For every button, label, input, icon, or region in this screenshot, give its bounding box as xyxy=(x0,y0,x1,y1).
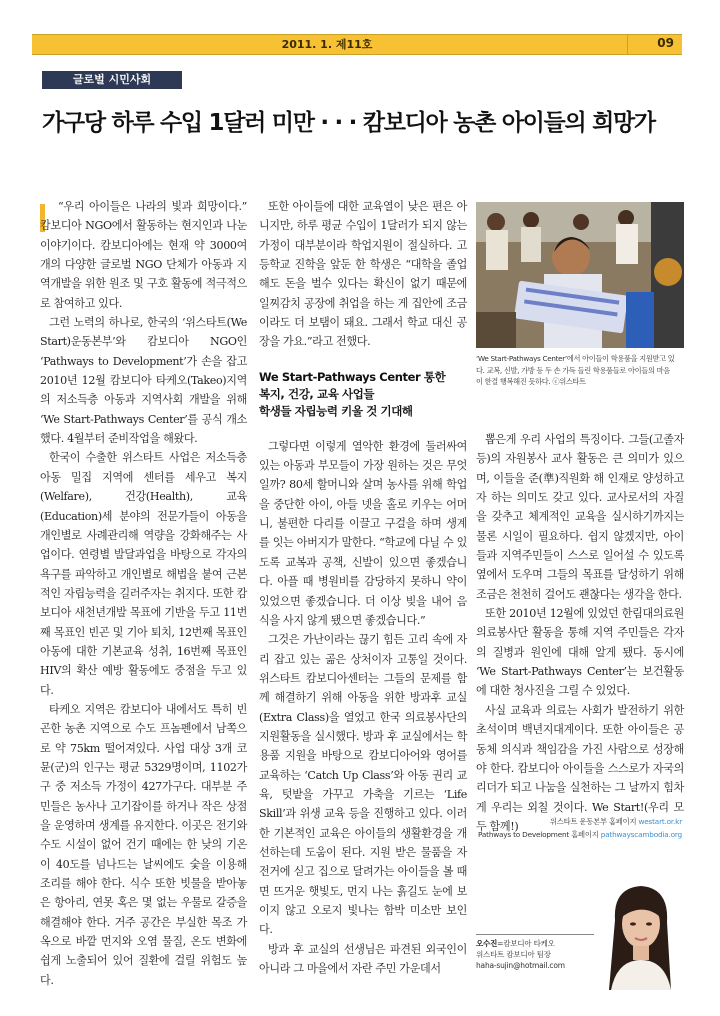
link-label: Pathways to Development 홈페이지 xyxy=(478,830,599,839)
article-column-1 xyxy=(40,197,247,990)
author-box xyxy=(476,934,596,971)
paragraph: 뽑은게 우리 사업의 특징이다. 그들(고졸자 등)의 자원봉사 교사 활동은 큰 의미가 있으며, 이들을 준(準)직원화 해 인재로 양성하고자 하는 의미도 갖고 있다. 교사로서의 자질을 갖추고 체계적인 교육을 실시하기까지는 물론 시일이 필요하다. 쉽지 않겠지만, 아이들과 지역주민들이 스스로 일어설 수 있도록 옆에서 도우며 그들의 목표를 달성하기 위해 조금은 천천히 걸어도 괜찮다는 생각을 한다. xyxy=(476,433,684,601)
paragraph: “우리 아이들은 나라의 빛과 희망이다.” 캄보디아 NGO에서 활동하는 현지인과 나눈 이야기이다. 캄보디아에는 현재 약 3000여 개의 다양한 글로벌 NGO 단체가 아동과 지역개발을 위한 원조 및 구호 활동에 적극적으로 참여하고 있다. xyxy=(40,200,247,310)
author-title: 위스타트 캄보디아 팀장 xyxy=(476,950,551,959)
author-name: 오수진 xyxy=(476,939,498,948)
header-divider xyxy=(627,35,628,54)
link-label: 위스타트 운동본부 홈페이지 xyxy=(549,817,637,826)
children-photo xyxy=(476,202,684,348)
paragraph: 한국이 수출한 위스타트 사업은 저소득층 아동 밀집 지역에 센터를 세우고 복지(Welfare), 건강(Health), 교육(Education)세 분야의 전문가들이 아동을 개인별로 사례관리해 역량을 강화해주는 사업이다. 연령별 발달과업을 바탕으로 각자의 욕구를 파악하고 개인별로 해법을 붙여 근본적인 자립능력을 길러주자는 취지다. 또한 캄보디아 새천년개발 목표에 기반을 두고 11번 째 목표인 빈곤 및 기아 퇴치, 12번째 목표인 아동에 대한 기본교육 성취, 16번째 목표인 HIV의 확산 예방 활동에도 중점을 두고 있다. xyxy=(40,451,247,697)
paragraph: 사실 교육과 의료는 사회가 발전하기 위한 초석이며 백년지대계이다. 또한 아이들은 공동체 의식과 책임감을 가진 사람으로 성장해야 한다. 캄보디아 아이들을 스스로가 자국의 리더가 되고 나눔을 실천하는 그 날까지 힘차게 우리는 외칠 것이다. We Start!(우리 모두 함께!) xyxy=(476,703,684,833)
paragraph: 또한 아이들에 대한 교육열이 낮은 편은 아니지만, 하루 평균 수입이 1달러가 되지 않는 가정이 대부분이라 학업지원이 절실하다. 고등학교 진학을 앞둔 한 학생은 “대학을 졸업해도 돈을 벌수 있다는 확신이 없기 때문에 일찌감치 공장에 취업을 하는 게 집안에 조금이라도 더 보탬이 돼요. 그래서 학교 대신 공장을 가요.”라고 전했다. xyxy=(259,200,467,349)
paragraph: 그런 노력의 하나로, 한국의 ‘위스타트(We Start)운동본부’와 캄보디아 NGO인 ‘Pathways to Development’가 손을 잡고 2010년 12월 캄보디아 타케오(Takeo)지역의 저소득층 아동과 지역사회 개발을 위해 ‘We Start-Pathways Center’를 공식 개소했다. 4월부터 준비작업을 해왔다. xyxy=(40,316,247,446)
article-column-3 xyxy=(476,430,684,836)
author-photo xyxy=(597,880,684,990)
caption-line: 다. 교복, 신발, 가방 등 두 손 가득 들린 학용품들로 아이들의 마음 xyxy=(476,365,670,375)
article-column-2 xyxy=(259,197,467,978)
paragraph: 방과 후 교실의 선생님은 파견된 외국인이 아니라 그 마을에서 자란 주민 가운데서 xyxy=(259,942,467,976)
pathways-link[interactable]: pathwayscambodia.org xyxy=(600,830,682,839)
photo-caption xyxy=(476,353,686,388)
subheading-line: We Start-Pathways Center 통한 xyxy=(259,369,446,384)
subheading-line: 복지, 건강, 교육 사업들 xyxy=(259,386,375,401)
headline: 가구당 하루 수입 1달러 미만 · · · 캄보디아 농촌 아이들의 희망가 xyxy=(42,110,655,136)
subheading xyxy=(259,369,467,420)
author-rule xyxy=(476,934,594,935)
link-line xyxy=(476,828,682,841)
subheading-line: 학생들 자립능력 키울 것 기대해 xyxy=(259,403,413,418)
caption-line: 이 한결 행복해진 듯하다. ⓒ위스타트 xyxy=(476,377,586,386)
author-role: =캄보디아 타케오 xyxy=(497,939,555,948)
paragraph: 그것은 가난이라는 끊기 힘든 고리 속에 자리 잡고 있는 곪은 상처이자 고통일 것이다. 위스타트 캄보디아센터는 그들의 문제를 함께 해결하기 위해 아동을 위한 방과후 교실(Extra Class)을 열었고 한국 의료봉사단의 지원활동을 실시했다. 방과 후 교실에서는 학용품 지원을 바탕으로 캄보디아어와 영어를 교육하는 ‘Catch Up Class’와 아동 권리 교육, 텃밭을 가꾸고 가축을 기르는 ‘Life Skill’과 위생 교육 등을 진행하고 있다. 이러한 기본적인 교육은 아이들의 생활환경을 개선하는데 도움이 된다. 지원 받은 물품을 자전거에 싣고 집으로 달려가는 아이들을 볼 때면 뜨거운 햇빛도, 먼지 나는 흙길도 눈에 보이지 않고 오로지 빛나는 함박 미소만 보인다. xyxy=(259,633,467,937)
author-email: haha-sujin@hotmail.com xyxy=(476,961,565,970)
caption-line: ‘We Start-Pathways Center’에서 아이들이 학용품을 지원받고 있 xyxy=(476,354,675,363)
section-tag: 글로벌 시민사회 xyxy=(42,71,182,89)
link-line xyxy=(476,815,682,828)
paragraph: 그렇다면 이렇게 열악한 환경에 둘러싸여 있는 아동과 부모들이 가장 원하는 것은 무엇일까? 80세 할머니와 살며 농사를 위해 학업을 중단한 아이, 아들 넷을 홀로 키우는 어머니, 불편한 다리를 이끌고 구걸을 하며 생계를 잇는 아버지가 말한다. “학교에 다닐 수 있도록 교복과 공책, 신발이 있으면 좋겠습니다. 아플 때 병원비를 감당하지 못하니 약이 있었으면 좋겠습니다. 더 이상 빚을 내어 음식을 사지 않게 됐으면 좋겠습니다.” xyxy=(259,439,467,627)
page-number: 09 xyxy=(657,36,674,50)
paragraph: 또한 2010년 12월에 있었던 한림대의료원 의료봉사단 활동을 통해 지역 주민들은 각자의 질병과 원인에 대해 알게 됐다. 동시에 ‘We Start-Pathways Center’는 보건활동에 대한 청사진을 그릴 수 있었다. xyxy=(476,607,684,698)
issue-label: 2011. 1. 제11호 xyxy=(281,38,373,51)
paragraph: 타케오 지역은 캄보디아 내에서도 특히 빈곤한 농촌 지역으로 수도 프놈펜에서 남쪽으로 약 75km 떨어져있다. 사업 대상 3개 코뮨(군)의 인구는 평균 5329명이며, 1102가구 중 저소득 가정이 427가구다. 대부분 주민들은 농사나 고기잡이를 하거나 작은 상점을 운영하며 생계를 유지한다. 이곳은 전기와 수도 시설이 없어 건기 때에는 한 낮의 기온이 40도를 넘나드는 날씨에도 숯을 이용해 조리를 해야 한다. 식수 또한 빗물을 받아놓은 항아리, 연못 혹은 몇 없는 우물로 갈증을 해결해야 한다. 거주 공간은 부실한 목조 가옥으로 바깥 먼지와 오염 물질, 온도 변화에 쉽게 노출되어 있어 질환에 걸릴 위험도 높다. xyxy=(40,702,247,987)
westart-link[interactable]: westart.or.kr xyxy=(638,817,682,826)
reference-links xyxy=(476,815,682,841)
header-bar xyxy=(32,34,682,55)
